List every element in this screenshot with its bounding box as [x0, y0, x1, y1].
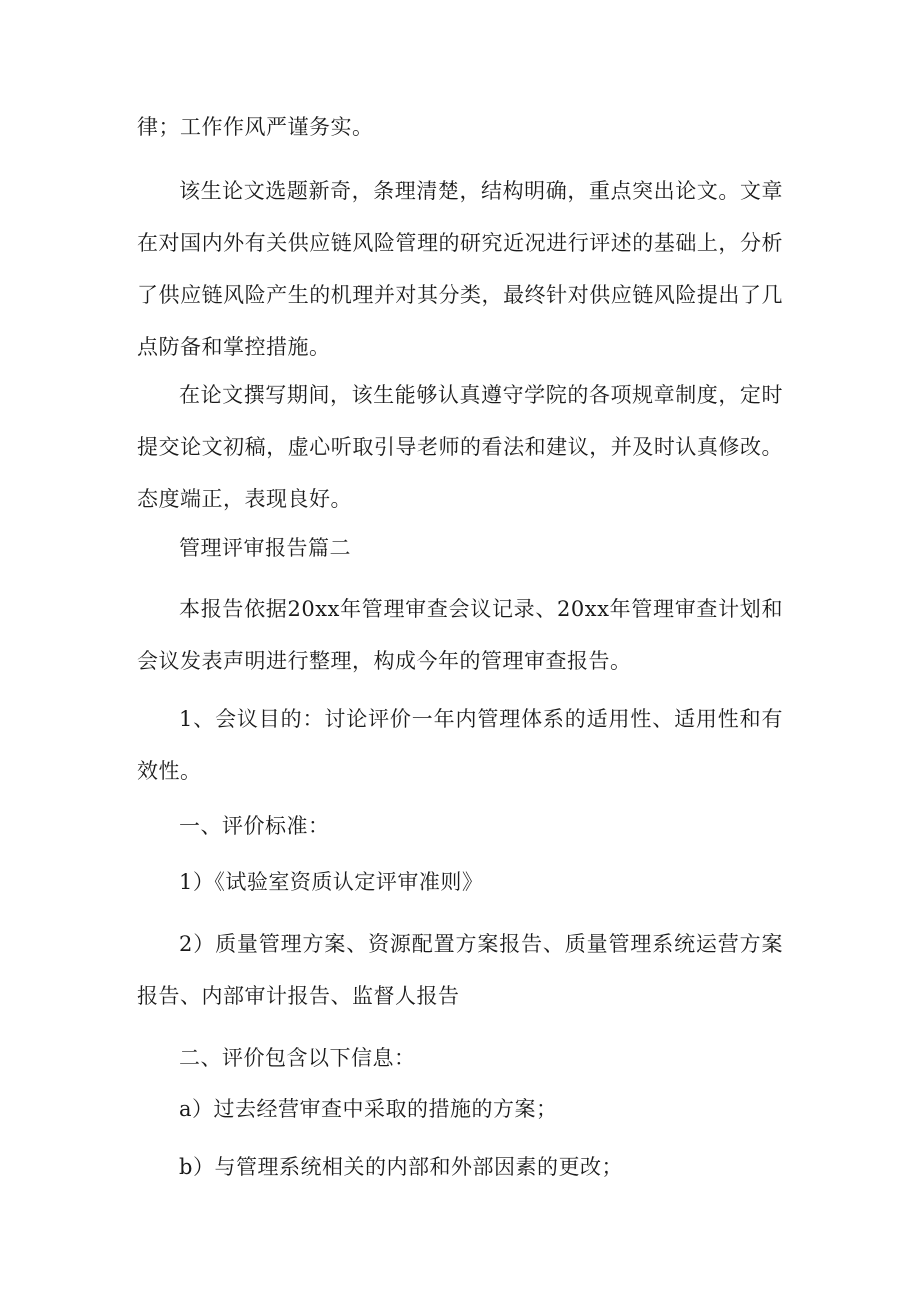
- list-item-contents-a: a）过去经营审查中采取的措施的方案；: [179, 1097, 558, 1121]
- paragraph-meeting-purpose: 1、会议目的：讨论评价一年内管理体系的适用性、适用性和有效性。: [137, 707, 783, 783]
- list-item-criteria-2: 2）质量管理方案、资源配置方案报告、质量管理系统运营方案报告、内部审计报告、监督人报告: [137, 932, 783, 1008]
- list-item-contents-b: b）与管理系统相关的内部和外部因素的更改；: [179, 1155, 623, 1179]
- paragraph-thesis-evaluation: 该生论文选题新奇，条理清楚，结构明确，重点突出论文。文章在对国内外有关供应链风险管理的研究近况进行评述的基础上，分析了供应链风险产生的机理并对其分类，最终针对供应链风险提出了几点防备和掌控措施。: [137, 179, 783, 359]
- paragraph-continuation: 律；工作作风严谨务实。: [137, 115, 374, 139]
- paragraph-writing-attitude: 在论文撰写期间，该生能够认真遵守学院的各项规章制度，定时提交论文初稿，虚心听取引导老师的看法和建议，并及时认真修改。态度端正，表现良好。: [137, 383, 783, 511]
- paragraph-evaluation-contents: 二、评价包含以下信息：: [179, 1046, 416, 1070]
- paragraph-evaluation-criteria: 一、评价标准：: [179, 814, 330, 838]
- section-heading: 管理评审报告篇二: [179, 536, 351, 560]
- list-item-criteria-1: 1）《试验室资质认定评审准则》: [179, 870, 484, 894]
- paragraph-report-basis: 本报告依据20xx年管理审查会议记录、20xx年管理审查计划和会议发表声明进行整理，构成今年的管理审查报告。: [137, 597, 783, 673]
